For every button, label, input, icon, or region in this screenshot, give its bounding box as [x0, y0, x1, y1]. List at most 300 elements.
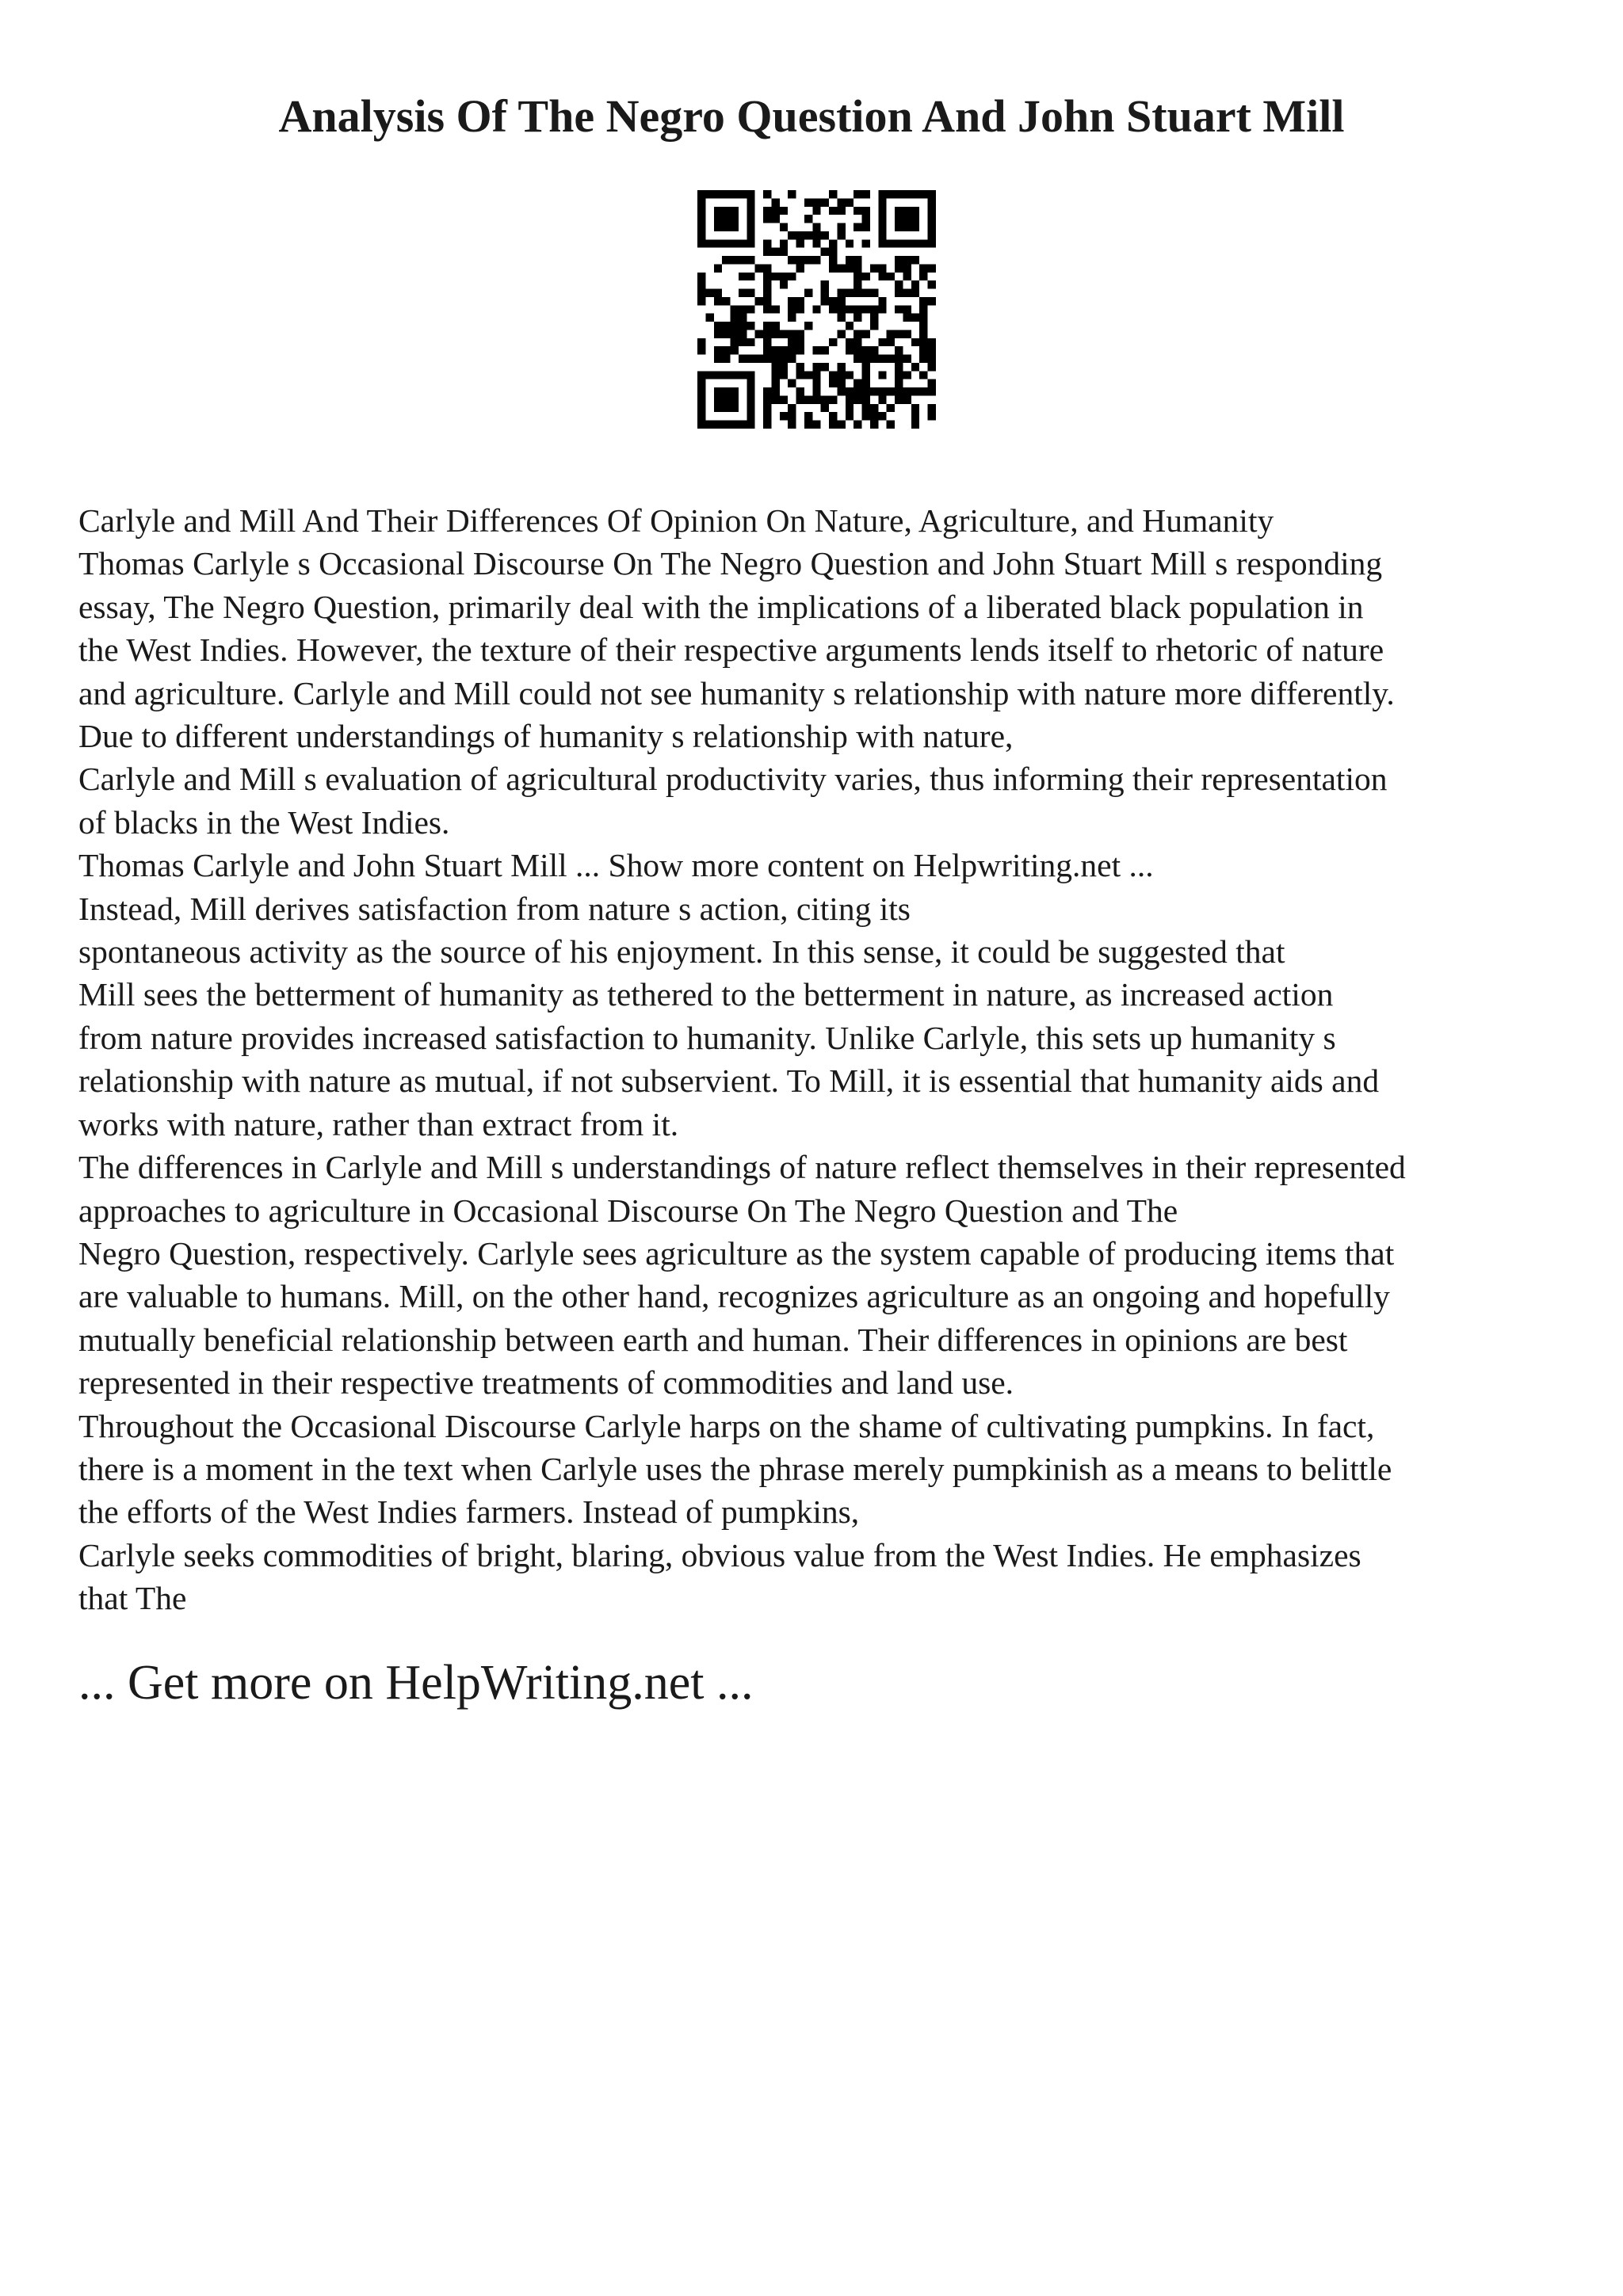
show-more-line[interactable]: Thomas Carlyle and John Stuart Mill ... Show more content on Helpwriting.net ...	[78, 847, 1154, 884]
qr-module	[771, 248, 779, 256]
qr-module	[697, 379, 705, 387]
qr-module	[862, 207, 870, 215]
qr-module	[829, 207, 837, 215]
qr-module	[895, 239, 903, 247]
qr-module	[862, 273, 870, 280]
qr-module	[722, 421, 730, 429]
qr-module	[796, 305, 804, 313]
body-line: Throughout the Occasional Discourse Carlyle harps on the shame of cultivating pumpkins. In fact,	[78, 1407, 1375, 1444]
qr-module	[804, 215, 812, 223]
qr-module	[829, 338, 837, 346]
qr-module	[878, 215, 886, 223]
qr-module	[837, 305, 845, 313]
qr-module	[788, 314, 796, 322]
qr-module	[887, 338, 895, 346]
qr-module	[862, 215, 870, 223]
qr-module	[928, 387, 936, 395]
qr-module	[903, 289, 911, 297]
qr-module	[862, 387, 870, 395]
qr-module	[854, 264, 861, 272]
qr-module	[854, 338, 861, 346]
qr-module	[780, 273, 788, 280]
qr-module	[788, 421, 796, 429]
qr-module	[928, 412, 936, 420]
qr-module	[903, 239, 911, 247]
qr-module	[722, 297, 730, 305]
qr-module	[804, 231, 812, 239]
qr-module	[731, 404, 739, 412]
qr-module	[846, 239, 854, 247]
qr-module	[739, 338, 747, 346]
body-line: works with nature, rather than extract from it.	[78, 1105, 679, 1142]
qr-module	[771, 207, 779, 215]
qr-module	[812, 239, 820, 247]
qr-module	[714, 322, 722, 330]
qr-module	[837, 264, 845, 272]
qr-module	[911, 256, 919, 264]
qr-module	[829, 371, 837, 379]
qr-module	[731, 207, 739, 215]
qr-module	[829, 395, 837, 403]
qr-module	[887, 330, 895, 338]
qr-module	[722, 395, 730, 403]
qr-module	[878, 223, 886, 231]
qr-module	[928, 239, 936, 247]
qr-module	[763, 322, 771, 330]
qr-module	[837, 371, 845, 379]
qr-module	[796, 256, 804, 264]
qr-module	[788, 355, 796, 363]
qr-module	[771, 379, 779, 387]
qr-module	[722, 207, 730, 215]
qr-module	[780, 280, 788, 288]
qr-module	[804, 395, 812, 403]
qr-module	[878, 239, 886, 247]
qr-module	[747, 371, 754, 379]
qr-module	[697, 215, 705, 223]
qr-module	[714, 346, 722, 354]
body-line: the West Indies. However, the texture of their respective arguments lends itself to rhetoric of nature	[78, 631, 1384, 669]
body-line: from nature provides increased satisfaction to humanity. Unlike Carlyle, this sets up humanity s	[78, 1019, 1336, 1056]
qr-module	[821, 395, 829, 403]
qr-module	[771, 330, 779, 338]
qr-module	[796, 330, 804, 338]
body-line: the efforts of the West Indies farmers. Instead of pumpkins,	[78, 1493, 860, 1531]
qr-module	[714, 297, 722, 305]
qr-module	[812, 363, 820, 371]
qr-module	[837, 231, 845, 239]
qr-module	[821, 198, 829, 206]
qr-module	[697, 190, 705, 198]
qr-module	[895, 207, 903, 215]
body-line: mutually beneficial relationship between earth and human. Their differences in opinions are best	[78, 1321, 1348, 1358]
qr-module	[846, 198, 854, 206]
qr-module	[878, 297, 886, 305]
qr-module	[731, 215, 739, 223]
qr-module	[895, 190, 903, 198]
qr-module	[854, 207, 861, 215]
qr-module	[731, 190, 739, 198]
qr-module	[895, 363, 903, 371]
qr-module	[763, 297, 771, 305]
qr-module	[731, 395, 739, 403]
qr-module	[846, 256, 854, 264]
body-line: that The	[78, 1580, 187, 1617]
qr-module	[739, 273, 747, 280]
qr-module	[846, 322, 854, 330]
qr-module	[763, 280, 771, 288]
qr-module	[697, 387, 705, 395]
qr-module	[722, 256, 730, 264]
qr-module	[755, 355, 763, 363]
qr-module	[878, 190, 886, 198]
qr-module	[919, 322, 927, 330]
qr-module	[697, 371, 705, 379]
qr-module	[780, 346, 788, 354]
qr-module	[854, 273, 861, 280]
qr-module	[705, 314, 713, 322]
qr-module	[903, 207, 911, 215]
qr-module	[697, 297, 705, 305]
qr-module	[697, 346, 705, 354]
qr-module	[771, 371, 779, 379]
qr-module	[747, 207, 754, 215]
qr-module	[747, 256, 754, 264]
qr-module	[714, 190, 722, 198]
qr-module	[788, 256, 796, 264]
qr-module	[812, 305, 820, 313]
qr-module	[903, 190, 911, 198]
qr-module	[829, 256, 837, 264]
qr-module	[731, 338, 739, 346]
qr-module	[829, 190, 837, 198]
qr-module	[812, 387, 820, 395]
qr-module	[722, 215, 730, 223]
qr-module	[788, 231, 796, 239]
qr-module	[812, 379, 820, 387]
qr-module	[919, 190, 927, 198]
body-line: Carlyle and Mill And Their Differences Of Opinion On Nature, Agriculture, and Humanity	[78, 502, 1274, 539]
qr-module	[854, 223, 861, 231]
qr-module	[788, 379, 796, 387]
qr-module	[796, 264, 804, 272]
qr-module	[804, 421, 812, 429]
qr-module	[903, 395, 911, 403]
qr-module	[919, 297, 927, 305]
qr-module	[722, 239, 730, 247]
qr-module	[780, 248, 788, 256]
qr-module	[714, 421, 722, 429]
qr-module	[780, 355, 788, 363]
qr-module	[755, 297, 763, 305]
qr-module	[870, 355, 878, 363]
body-line: Thomas Carlyle s Occasional Discourse On The Negro Question and John Stuart Mill s responding	[78, 545, 1383, 582]
qr-module	[911, 314, 919, 322]
qr-module	[796, 338, 804, 346]
qr-module	[887, 421, 895, 429]
qr-module	[928, 190, 936, 198]
qr-module	[870, 305, 878, 313]
qr-module	[763, 346, 771, 354]
qr-module	[895, 280, 903, 288]
qr-module	[697, 223, 705, 231]
qr-module	[722, 330, 730, 338]
qr-module	[919, 314, 927, 322]
qr-module	[846, 346, 854, 354]
qr-module	[878, 207, 886, 215]
qr-module	[862, 305, 870, 313]
qr-module	[928, 207, 936, 215]
qr-module	[747, 421, 754, 429]
qr-module	[796, 239, 804, 247]
qr-module	[911, 363, 919, 371]
qr-module	[854, 190, 861, 198]
qr-module	[919, 330, 927, 338]
qr-module	[854, 280, 861, 288]
qr-module	[731, 239, 739, 247]
qr-module	[911, 404, 919, 412]
qr-module	[780, 330, 788, 338]
body-line: relationship with nature as mutual, if not subservient. To Mill, it is essential that humanity aids and	[78, 1062, 1380, 1100]
qr-module	[705, 239, 713, 247]
qr-module	[837, 387, 845, 395]
qr-module	[846, 404, 854, 412]
qr-module	[911, 289, 919, 297]
qr-module	[870, 264, 878, 272]
qr-module	[731, 314, 739, 322]
qr-module	[739, 190, 747, 198]
qr-module	[821, 289, 829, 297]
body-line: Instead, Mill derives satisfaction from nature s action, citing its	[78, 890, 911, 927]
qr-module	[870, 322, 878, 330]
qr-module	[854, 379, 861, 387]
qr-module	[697, 421, 705, 429]
qr-module	[804, 412, 812, 420]
qr-module	[722, 404, 730, 412]
qr-module	[928, 363, 936, 371]
body-line: represented in their respective treatments of commodities and land use.	[78, 1364, 1014, 1402]
qr-module	[747, 215, 754, 223]
qr-module	[722, 190, 730, 198]
qr-module	[812, 223, 820, 231]
qr-module	[928, 198, 936, 206]
qr-module	[878, 273, 886, 280]
qr-module	[837, 330, 845, 338]
qr-module	[714, 264, 722, 272]
qr-module	[887, 387, 895, 395]
qr-module	[837, 207, 845, 215]
qr-module	[862, 330, 870, 338]
body-line: The differences in Carlyle and Mill s understandings of nature reflect themselves in their represented	[78, 1149, 1406, 1186]
qr-module	[705, 371, 713, 379]
qr-module	[870, 346, 878, 354]
qr-module	[878, 371, 886, 379]
qr-module	[854, 387, 861, 395]
qr-module	[697, 207, 705, 215]
qr-module	[829, 297, 837, 305]
qr-module	[919, 305, 927, 313]
qr-module	[919, 264, 927, 272]
qr-module	[763, 395, 771, 403]
qr-module	[919, 346, 927, 354]
qr-module	[722, 355, 730, 363]
qr-module	[763, 215, 771, 223]
qr-module	[788, 346, 796, 354]
qr-module	[714, 355, 722, 363]
qr-module	[862, 289, 870, 297]
qr-module	[862, 239, 870, 247]
qr-module	[763, 207, 771, 215]
qr-module	[780, 395, 788, 403]
body-line: are valuable to humans. Mill, on the other hand, recognizes agriculture as an ongoing and hopefully	[78, 1278, 1390, 1315]
qr-module	[895, 387, 903, 395]
qr-module	[895, 256, 903, 264]
qr-module	[780, 363, 788, 371]
qr-module	[919, 273, 927, 280]
qr-module	[919, 371, 927, 379]
qr-module	[821, 280, 829, 288]
qr-module	[739, 330, 747, 338]
qr-module	[747, 190, 754, 198]
qr-module	[788, 338, 796, 346]
qr-module	[862, 371, 870, 379]
qr-module	[804, 322, 812, 330]
qr-module	[903, 223, 911, 231]
body-line: essay, The Negro Question, primarily deal with the implications of a liberated black population in	[78, 588, 1364, 625]
qr-module	[731, 371, 739, 379]
qr-module	[812, 207, 820, 215]
qr-module	[854, 355, 861, 363]
qr-module	[829, 412, 837, 420]
qr-module	[911, 207, 919, 215]
qr-module	[895, 355, 903, 363]
qr-module	[812, 198, 820, 206]
qr-module	[731, 305, 739, 313]
qr-module	[804, 256, 812, 264]
qr-module	[780, 371, 788, 379]
qr-module	[878, 231, 886, 239]
qr-module	[697, 239, 705, 247]
qr-module	[837, 223, 845, 231]
qr-module	[812, 395, 820, 403]
qr-module	[747, 322, 754, 330]
qr-module	[862, 223, 870, 231]
qr-module	[714, 207, 722, 215]
qr-module	[829, 264, 837, 272]
qr-module	[731, 421, 739, 429]
body-line: there is a moment in the text when Carlyle uses the phrase merely pumpkinish as a means to belittle	[78, 1450, 1392, 1487]
qr-module	[714, 239, 722, 247]
qr-module	[747, 387, 754, 395]
qr-module	[870, 421, 878, 429]
qr-module	[928, 355, 936, 363]
qr-module	[878, 355, 886, 363]
qr-module	[854, 346, 861, 354]
qr-module	[862, 190, 870, 198]
qr-module	[697, 280, 705, 288]
qr-module	[846, 387, 854, 395]
qr-module	[739, 371, 747, 379]
qr-module	[895, 330, 903, 338]
qr-module	[796, 297, 804, 305]
qr-module	[911, 239, 919, 247]
qr-module	[763, 338, 771, 346]
qr-module	[763, 421, 771, 429]
qr-module	[780, 223, 788, 231]
qr-module	[697, 412, 705, 420]
qr-module	[747, 404, 754, 412]
qr-module	[854, 289, 861, 297]
qr-module	[755, 330, 763, 338]
qr-module	[739, 239, 747, 247]
qr-module	[928, 379, 936, 387]
qr-module	[763, 330, 771, 338]
qr-module	[714, 404, 722, 412]
body-line: Carlyle seeks commodities of bright, blaring, obvious value from the West Indies. He emphasizes	[78, 1536, 1361, 1573]
qr-module	[887, 355, 895, 363]
qr-module	[928, 280, 936, 288]
qr-module	[739, 421, 747, 429]
qr-module	[739, 322, 747, 330]
qr-module	[731, 223, 739, 231]
qr-module	[878, 305, 886, 313]
qr-module	[763, 387, 771, 395]
qr-module	[697, 395, 705, 403]
qr-module	[911, 280, 919, 288]
qr-module	[895, 346, 903, 354]
body-line: Mill sees the betterment of humanity as tethered to the betterment in nature, as increased action	[78, 976, 1334, 1013]
qr-module	[837, 314, 845, 322]
qr-module	[911, 215, 919, 223]
qr-module	[771, 273, 779, 280]
body-line: spontaneous activity as the source of his enjoyment. In this sense, it could be suggested that	[78, 933, 1285, 971]
qr-module	[837, 198, 845, 206]
qr-module	[862, 363, 870, 371]
qr-module	[697, 198, 705, 206]
qr-module	[846, 289, 854, 297]
qr-module	[846, 338, 854, 346]
body-line: of blacks in the West Indies.	[78, 803, 450, 841]
qr-module	[862, 404, 870, 412]
qr-module	[697, 338, 705, 346]
qr-module	[771, 355, 779, 363]
qr-module	[919, 355, 927, 363]
qr-module	[903, 273, 911, 280]
qr-module	[763, 412, 771, 420]
qr-module	[870, 412, 878, 420]
qr-module	[846, 371, 854, 379]
qr-module	[731, 256, 739, 264]
qr-module	[763, 355, 771, 363]
get-more-link[interactable]: ... Get more on HelpWriting.net ...	[78, 1656, 754, 1710]
qr-module	[796, 371, 804, 379]
qr-module	[771, 346, 779, 354]
qr-module	[697, 289, 705, 297]
qr-module	[928, 346, 936, 354]
qr-module	[788, 305, 796, 313]
qr-module	[911, 387, 919, 395]
qr-module	[780, 412, 788, 420]
qr-module	[780, 207, 788, 215]
qr-module	[747, 223, 754, 231]
qr-module	[837, 363, 845, 371]
qr-module	[887, 404, 895, 412]
qr-module	[829, 248, 837, 256]
qr-module	[878, 198, 886, 206]
qr-module	[771, 387, 779, 395]
qr-module	[870, 387, 878, 395]
qr-module	[862, 355, 870, 363]
